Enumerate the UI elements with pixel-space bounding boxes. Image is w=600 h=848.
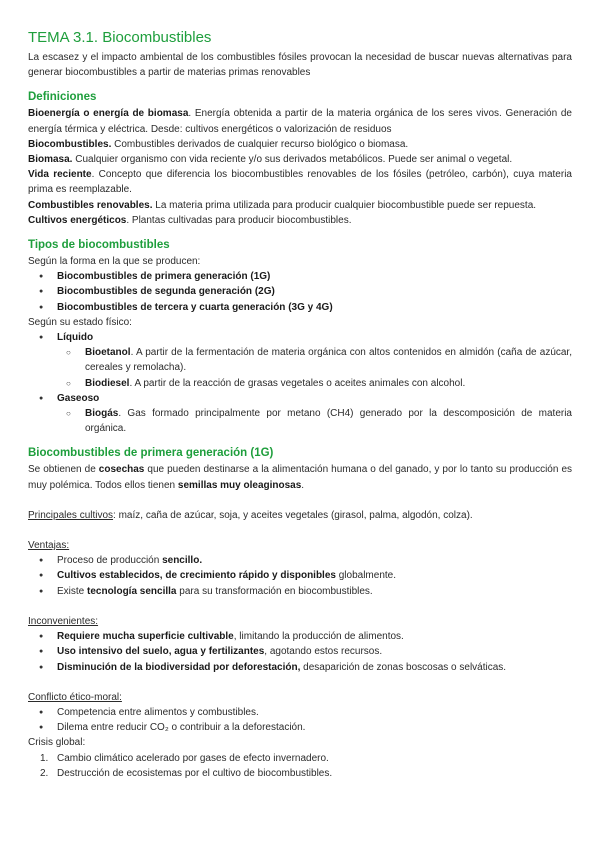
definition-term: Biomasa. [28, 154, 73, 166]
inconvenientes-list [28, 629, 572, 675]
list-item: ● Requiere mucha superficie cultivable, limitando la producción de alimentos. [28, 629, 572, 644]
sub-list-item: ○ Biogás. Gas formado principalmente por metano (CH4) generado por la descomposición de materia orgánica. [28, 406, 572, 436]
estado-list [28, 330, 572, 436]
definition-term: Bioenergía o energía de biomasa [28, 108, 189, 120]
definition-term: Combustibles renovables. [28, 199, 153, 211]
ventajas-label: Ventajas: [28, 540, 70, 552]
definition [28, 198, 572, 213]
list-item: ● Gaseoso [28, 391, 572, 406]
sub-list-item: ○ Biodiesel. A partir de la reacción de grasas vegetales o aceites animales con alcohol. [28, 376, 572, 391]
definiciones-heading: Definiciones [28, 91, 97, 104]
page-title: TEMA 3.1. Biocombustibles [28, 29, 212, 46]
list-item: ● Líquido [28, 330, 572, 345]
numbered-item: 1. Cambio climático acelerado por gases de efecto invernadero. [40, 752, 329, 764]
list-item: ● Disminución de la biodiversidad por deforestación, desaparición de zonas boscosas o selváticas. [28, 660, 572, 675]
cultivos-paragraph: Principales cultivos: maíz, caña de azúcar, soja, y aceites vegetales (girasol, palma, algodón, colza). [28, 509, 473, 521]
list-item: ● Biocombustibles de segunda generación (2G) [28, 284, 572, 299]
crisis-label: Crisis global: [28, 737, 86, 749]
definition [28, 106, 572, 136]
definition-term: Cultivos energéticos [28, 214, 127, 226]
primera-heading: Biocombustibles de primera generación (1G) [28, 447, 274, 460]
definition [28, 152, 572, 167]
definition-text: Cualquier organismo con vida reciente y/o sus derivados metabólicos. Puede ser animal o vegetal. [72, 154, 513, 166]
primera-paragraph: Se obtienen de cosechas que pueden destinarse a la alimentación humana o del ganado, y por lo tanto su producción es muy polémica. Todos ellos tienen semillas muy oleaginosas. [28, 464, 573, 491]
definition-text: . Concepto que diferencia los biocombustibles renovables de los fósiles (petróleo, carbón), cuya materia prima es reemplazable. [28, 169, 572, 196]
crisis-list [28, 751, 572, 781]
list-item: ● Existe tecnología sencilla para su transformación en biocombustibles. [28, 584, 572, 599]
inconvenientes-label: Inconvenientes: [28, 615, 99, 627]
ventajas-list [28, 553, 572, 599]
list-item: ● Uso intensivo del suelo, agua y fertilizantes, agotando estos recursos. [28, 644, 572, 659]
list-item: ● Competencia entre alimentos y combustibles. [28, 705, 572, 720]
definition-term: Biocombustibles. [28, 138, 112, 150]
list-item: ● Biocombustibles de tercera y cuarta generación (3G y 4G) [28, 300, 572, 315]
definition-term: Vida reciente [28, 169, 92, 181]
definition-text: Combustibles derivados de cualquier recurso biológico o biomasa. [111, 138, 409, 150]
definition [28, 213, 572, 228]
forma-label: Según la forma en la que se producen: [28, 256, 201, 268]
generaciones-list [28, 269, 572, 315]
list-item: ● Proceso de producción sencillo. [28, 553, 572, 568]
sub-list-item: ○ Bioetanol. A partir de la fermentación de materia orgánica con altos contenidos en almidón (caña de azúcar, cereales y remolacha). [28, 345, 572, 375]
numbered-item: 2. Destrucción de ecosistemas por el cultivo de biocombustibles. [40, 767, 333, 779]
tipos-heading: Tipos de biocombustibles [28, 239, 170, 252]
list-item: ● Biocombustibles de primera generación (1G) [28, 269, 572, 284]
definition-text: La materia prima utilizada para producir cualquier biocombustible puede ser repuesta. [152, 199, 537, 211]
estado-label: Según su estado físico: [28, 316, 132, 328]
list-item: ● Cultivos establecidos, de crecimiento rápido y disponibles globalmente. [28, 568, 572, 583]
definition-text: . Plantas cultivadas para producir biocombustibles. [126, 214, 352, 226]
definition [28, 137, 572, 152]
definition [28, 167, 572, 197]
conflicto-list [28, 705, 572, 735]
definition-text: . Energía obtenida a partir de la materia orgánica de los seres vivos. Generación de energía térmica y eléctrica. Desde: cultivos energéticos o valorización de residuos [28, 108, 572, 135]
conflicto-label: Conflicto ético-moral: [28, 691, 122, 703]
list-item: ● Dilema entre reducir CO₂ o contribuir a la deforestación. [28, 720, 572, 735]
intro-paragraph: La escasez y el impacto ambiental de los combustibles fósiles provocan la necesidad de buscar nuevas alternativas para generar biocombustibles a partir de materias primas renovables [28, 52, 572, 79]
